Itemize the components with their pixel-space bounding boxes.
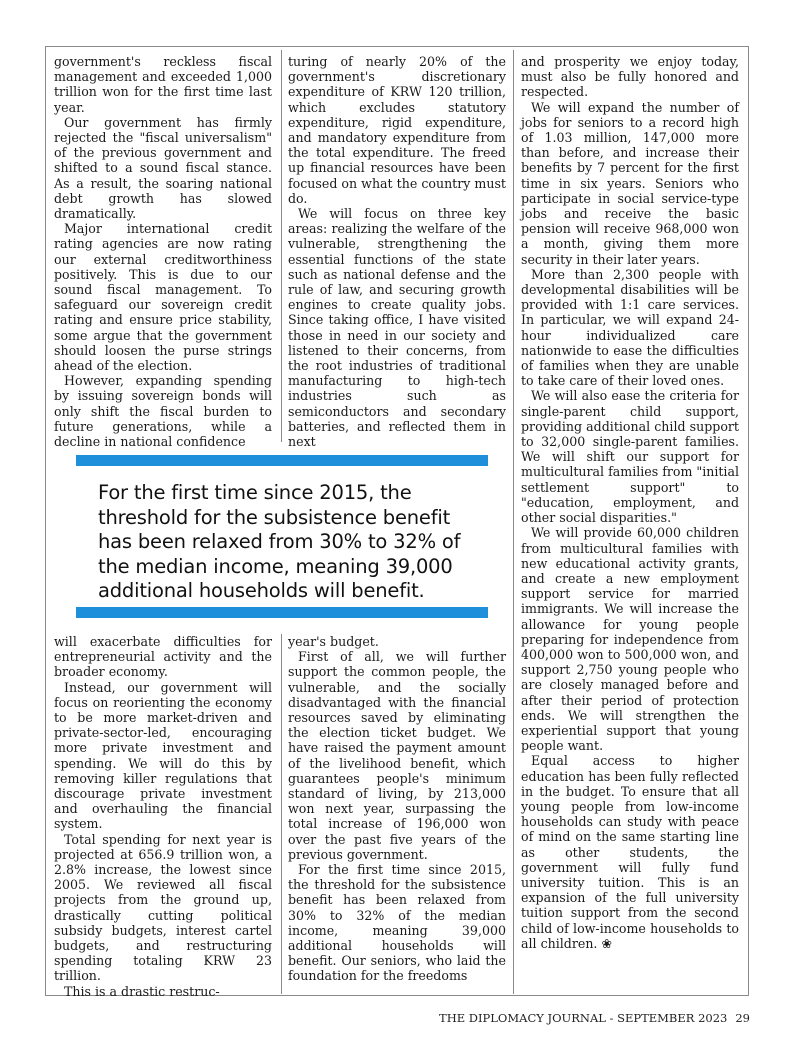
paragraph: government's reckless fiscal management and exceeded 1,000 trillion won for the first time last year. [54, 54, 272, 115]
paragraph: Our government has firmly rejected the "fiscal universalism" of the previous government and shifted to a sound fiscal stance. As a result, the soaring national debt growth has slowed dramatically. [54, 114, 272, 222]
paragraph: We will expand the number of jobs for seniors to a record high of 1.03 million, 147,000 more than before, and increase their benefits by 7 percent for the first time in six years. Seniors who participate in social service-type jobs and receive the basic pension will receive 968,000 won a month, giving them more security in their later years. [521, 99, 739, 267]
column-1-top [54, 54, 272, 450]
paragraph: We will also ease the criteria for single-parent child support, providing additional child support to 32,000 single-parent families. We will shift our support for multicultural families from "initial settlement support" to "education, employment, and other social disparities." [521, 388, 739, 526]
paragraph: and prosperity we enjoy today, must also be fully honored and respected. [521, 54, 739, 100]
paragraph: turing of nearly 20% of the government's discretionary expenditure of KRW 120 trillion, which excludes statutory expenditure, rigid expenditure, and mandatory expenditure from the total expenditure. The freed up financial resources have been focused on what the country must do. [288, 54, 506, 206]
paragraph: We will focus on three key areas: realizing the welfare of the vulnerable, strengthening the essential functions of the state such as national defense and the rule of law, and securing growth engines to create quality jobs. Since taking office, I have visited those in need in our society and listened to their concerns, from the root industries of traditional manufacturing to high-tech industries such as semiconductors and secondary batteries, and reflected them in next [288, 206, 506, 450]
column-1-bottom [54, 634, 272, 999]
column-rule [281, 50, 282, 442]
pull-quote: For the first time since 2015, the threshold for the subsistence benefit has been relaxed from 30% to 32% of the median income, meaning 39,000 additional households will benefit. [98, 481, 461, 602]
column-3 [521, 54, 739, 994]
paragraph: More than 2,300 people with developmental disabilities will be provided with 1:1 care services. In particular, we will expand 24-hour individualized care nationwide to ease the difficulties of families when they are unable to take care of their loved ones. [521, 266, 739, 389]
paragraph: We will provide 60,000 children from multicultural families with new educational activity grants, and create a new employment support service for married immigrants. We will increase the allowance for young people preparing for independence from 400,000 won to 500,000 won, and support 2,750 young people who are closely managed before and after their period of protection ends. We will strengthen the experiential support that young people want. [521, 525, 739, 754]
paragraph: Total spending for next year is projected at 656.9 trillion won, a 2.8% increase, the lowest since 2005. We reviewed all fiscal projects from the ground up, drastically cutting political subsidy budgets, interest cartel budgets, and restructuring spending totaling KRW 23 trillion. [54, 831, 272, 984]
pull-quote-top-bar [76, 455, 488, 466]
paragraph: For the first time since 2015, the threshold for the subsistence benefit has been relaxed from 30% to 32% of the median income, meaning 39,000 additional households will benefit. Our seniors, who laid the foundation for the freedoms [288, 862, 506, 984]
pull-quote-bottom-bar [76, 607, 488, 618]
column-2-bottom [288, 634, 506, 990]
paragraph: However, expanding spending by issuing sovereign bonds will only shift the fiscal burden to future generations, while a decline in national confidence [54, 373, 272, 450]
column-rule [281, 634, 282, 994]
column-2-top [288, 54, 506, 450]
paragraph: Equal access to higher education has been fully reflected in the budget. To ensure that all young people from low-income households can study with peace of mind on the same starting line as other students, the government will fully fund university tuition. This is an expansion of the full university tuition support from the second child of low-income households to all children. ❀ [521, 753, 739, 951]
paragraph: will exacerbate difficulties for entrepreneurial activity and the broader economy. [54, 634, 272, 680]
paragraph: First of all, we will further support the common people, the vulnerable, and the socially disadvantaged with the financial resources saved by eliminating the election ticket budget. We have raised the payment amount of the livelihood benefit, which guarantees people's minimum standard of living, by 213,000 won next year, surpassing the total increase of 196,000 won over the past five years of the previous government. [288, 649, 506, 862]
paragraph: Major international credit rating agencies are now rating our external creditworthiness positively. This is due to our sound fiscal management. To safeguard our sovereign credit rating and ensure price stability, some argue that the government should loosen the purse strings ahead of the election. [54, 221, 272, 374]
publication-name: THE DIPLOMACY JOURNAL - SEPTEMBER 2023 [439, 1011, 728, 1025]
paragraph: This is a drastic restruc- [64, 983, 220, 999]
page-number: 29 [735, 1011, 750, 1025]
column-rule [513, 50, 514, 994]
paragraph: year's budget. [288, 634, 379, 649]
paragraph: Instead, our government will focus on reorienting the economy to be more market-driven and private-sector-led, encouraging more private investment and spending. We will do this by removing killer regulations that discourage private investment and overhauling the financial system. [54, 679, 272, 832]
page-footer [420, 1011, 750, 1025]
